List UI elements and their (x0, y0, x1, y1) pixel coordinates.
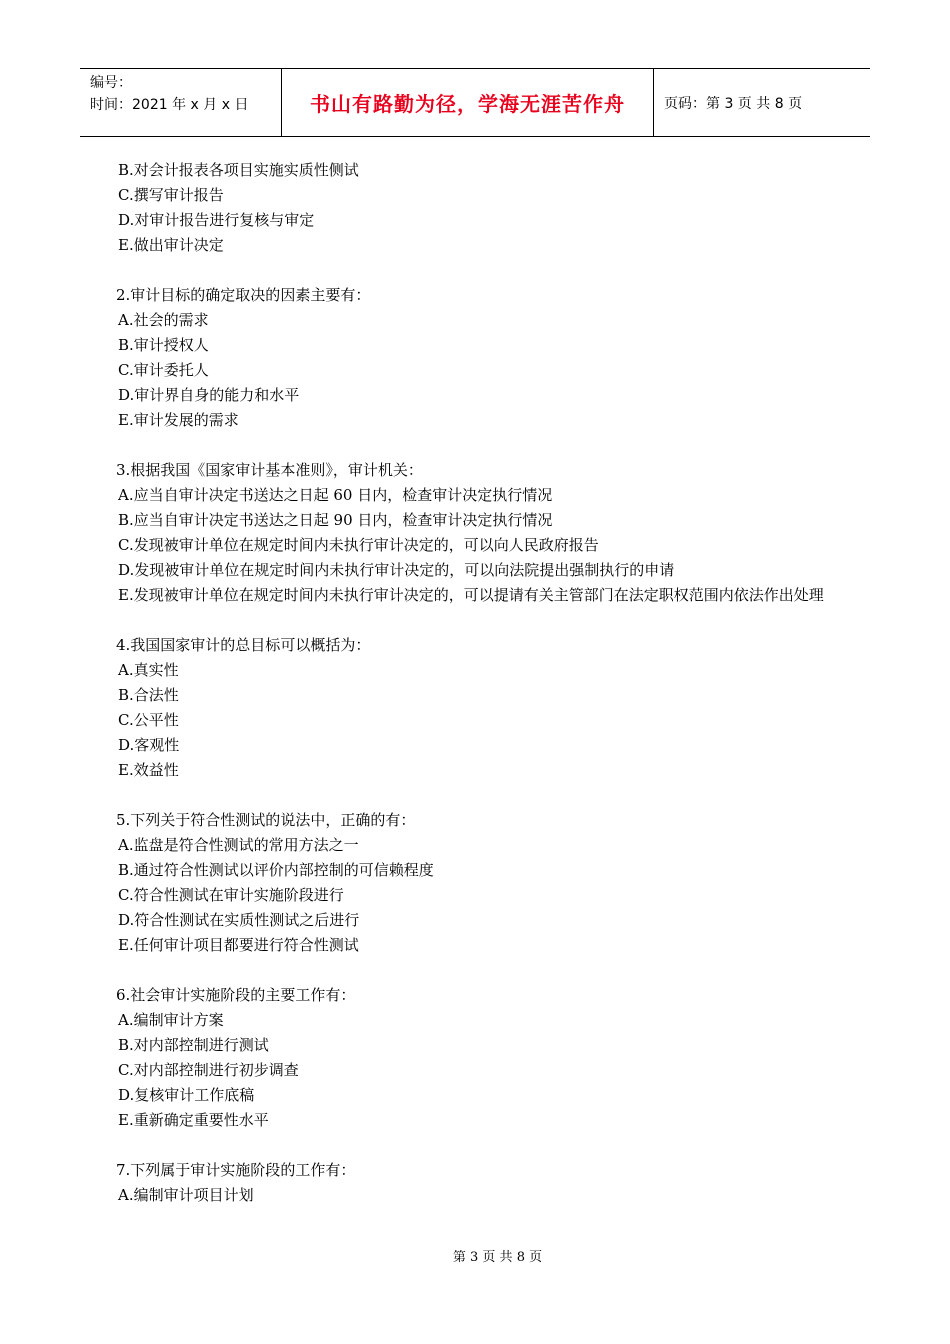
serial-label: 编号： (90, 75, 132, 91)
option-item: A.应当自审计决定书送达之日起 60 日内，检查审计决定执行情况 (118, 486, 553, 504)
option-item: B.对会计报表各项目实施实质性侧试 (118, 161, 359, 179)
option-item: A.社会的需求 (118, 311, 209, 329)
option-item: E.效益性 (118, 761, 179, 779)
question-stem: 3.根据我国《国家审计基本准则》，审计机关： (116, 461, 423, 479)
option-item: A.真实性 (118, 661, 179, 679)
option-item: D.审计界自身的能力和水平 (118, 386, 300, 404)
option-item: C.发现被审计单位在规定时间内未执行审计决定的，可以向人民政府报告 (118, 536, 599, 554)
page-header (80, 68, 870, 137)
option-item: C.撰写审计报告 (118, 186, 224, 204)
option-item: A.编制审计项目计划 (118, 1186, 254, 1204)
option-item: B.对内部控制进行测试 (118, 1036, 269, 1054)
question-stem: 5.下列关于符合性测试的说法中，正确的有： (116, 811, 416, 829)
page-footer: 第 3 页 共 8 页 (452, 1250, 543, 1265)
option-item: D.发现被审计单位在规定时间内未执行审计决定的，可以向法院提出强制执行的申请 (118, 561, 675, 579)
option-item: C.审计委托人 (118, 361, 209, 379)
option-item: C.符合性测试在审计实施阶段进行 (118, 886, 344, 904)
option-item: B.合法性 (118, 686, 179, 704)
option-item: A.监盘是符合性测试的常用方法之一 (118, 836, 359, 854)
header-meta (80, 69, 282, 136)
header-motto: 书山有路勤为径，学海无涯苦作舟 (282, 69, 654, 136)
question-list (116, 158, 836, 1208)
option-item: C.对内部控制进行初步调查 (118, 1061, 299, 1079)
option-item: C.公平性 (118, 711, 179, 729)
option-item: E.重新确定重要性水平 (118, 1111, 269, 1129)
option-item: B.应当自审计决定书送达之日起 90 日内，检查审计决定执行情况 (118, 511, 553, 529)
question-stem: 2.审计目标的确定取决的因素主要有： (116, 286, 371, 304)
option-item: B.审计授权人 (118, 336, 209, 354)
question-stem: 4.我国国家审计的总目标可以概括为： (116, 636, 371, 654)
option-item: B.通过符合性测试以评价内部控制的可信赖程度 (118, 861, 434, 879)
option-item: E.任何审计项目都要进行符合性测试 (118, 936, 359, 954)
option-item: E.审计发展的需求 (118, 411, 239, 429)
option-item: D.客观性 (118, 736, 180, 754)
option-item: D.对审计报告进行复核与审定 (118, 211, 315, 229)
question-stem: 6.社会审计实施阶段的主要工作有： (116, 986, 356, 1004)
time-label: 时间：2021 年 x 月 x 日 (90, 97, 249, 113)
option-item: D.复核审计工作底稿 (118, 1086, 255, 1104)
option-item: E.发现被审计单位在规定时间内未执行审计决定的，可以提请有关主管部门在法定职权范围内依法作出处理 (118, 586, 824, 604)
option-item: D.符合性测试在实质性测试之后进行 (118, 911, 360, 929)
question-stem: 7.下列属于审计实施阶段的工作有： (116, 1161, 356, 1179)
option-item: A.编制审计方案 (118, 1011, 224, 1029)
option-item: E.做出审计决定 (118, 236, 224, 254)
header-page-info: 页码：第 3 页 共 8 页 (664, 95, 803, 112)
